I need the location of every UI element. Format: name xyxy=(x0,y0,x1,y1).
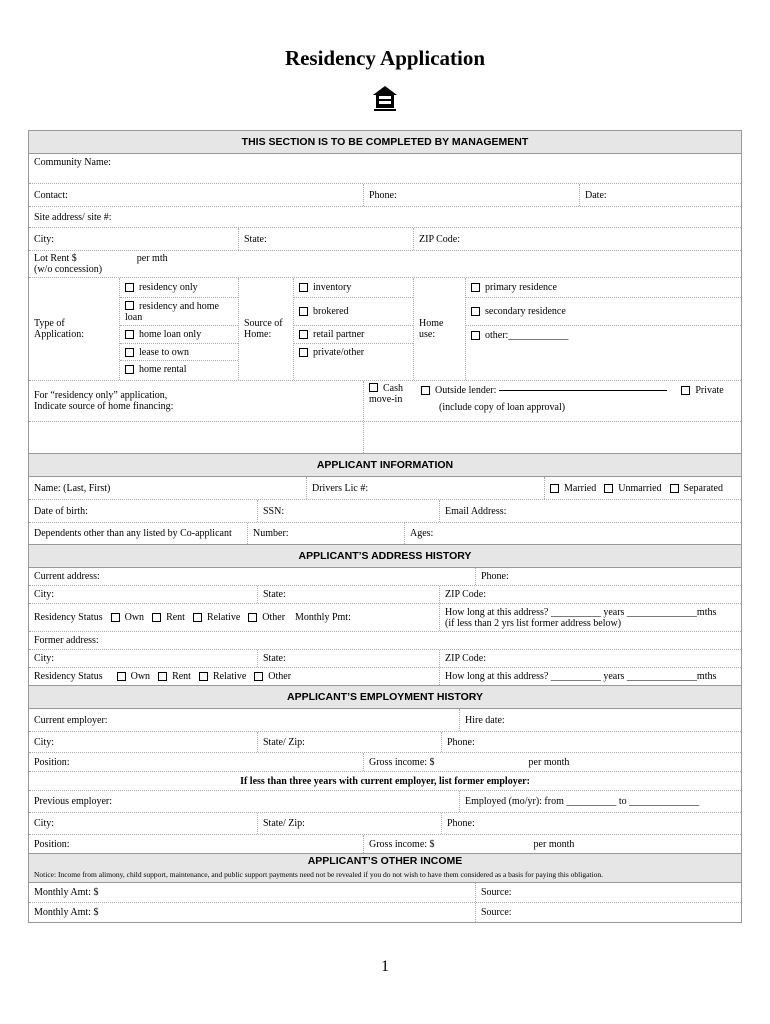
checkbox[interactable] xyxy=(550,484,559,493)
checkbox[interactable] xyxy=(471,331,480,340)
equal-housing-opportunity-icon xyxy=(371,84,399,112)
former-residency-status xyxy=(29,668,439,685)
own-option[interactable]: Own xyxy=(111,612,144,623)
current-city-row xyxy=(29,586,741,604)
type-residency-and-home[interactable]: residency and home loan xyxy=(120,298,238,326)
community-name-field[interactable]: Community Name: xyxy=(34,157,111,168)
other-option[interactable]: Other xyxy=(248,612,285,623)
cash-move-in-option[interactable]: Cash move-in xyxy=(363,381,421,421)
lot-rent-label: Lot Rent $ xyxy=(34,253,77,264)
checkbox[interactable] xyxy=(125,301,134,310)
source-retail-partner[interactable]: retail partner xyxy=(294,326,413,344)
prev-employer-phone-field[interactable]: Phone: xyxy=(441,813,741,834)
checkbox[interactable] xyxy=(670,484,679,493)
income-source-field-2[interactable]: Source: xyxy=(475,903,741,922)
source-private-other[interactable]: private/other xyxy=(294,344,413,361)
source-options xyxy=(293,278,413,380)
mgmt-date-field[interactable]: Date: xyxy=(579,184,741,206)
employed-dates-field[interactable]: Employed (mo/yr): from __________ to ______________ xyxy=(459,791,741,812)
current-phone-field[interactable]: Phone: xyxy=(475,568,741,585)
checkbox[interactable] xyxy=(248,613,257,622)
other-income-notice: Notice: Income from alimony, child support, maintenance, and public support payments need not be revealed if you do not wish to have them considered as a basis for paying this obligation. xyxy=(34,870,603,879)
checkbox[interactable] xyxy=(299,348,308,357)
site-address-field[interactable]: Site address/ site #: xyxy=(34,211,112,223)
former-address-field[interactable]: Former address: xyxy=(34,635,99,646)
marital-status xyxy=(544,477,741,499)
checkbox[interactable] xyxy=(604,484,613,493)
hire-date-field[interactable]: Hire date: xyxy=(459,709,741,731)
former-how-long-field[interactable]: How long at this address? __________ years ______________mths xyxy=(439,668,741,685)
applicant-section xyxy=(28,453,742,544)
community-name-row xyxy=(29,154,741,184)
current-employer-field[interactable]: Current employer: xyxy=(34,714,108,726)
checkbox[interactable] xyxy=(193,613,202,622)
address-history-header: APPLICANT’S ADDRESS HISTORY xyxy=(29,545,741,568)
type-residency-only[interactable]: residency only xyxy=(120,278,238,298)
financing-row xyxy=(29,381,741,422)
home-use-label: Home use: xyxy=(413,278,465,380)
checkbox[interactable] xyxy=(125,365,134,374)
type-home-loan-only[interactable]: home loan only xyxy=(120,326,238,344)
prev-employer-state-zip-field[interactable]: State/ Zip: xyxy=(257,813,441,834)
former-zip-field[interactable]: ZIP Code: xyxy=(439,650,741,667)
checkbox[interactable] xyxy=(117,672,126,681)
current-address-row xyxy=(29,568,741,586)
former-address-row xyxy=(29,632,741,650)
checkbox[interactable] xyxy=(152,613,161,622)
application-type-row xyxy=(29,278,741,381)
other-income-section xyxy=(28,853,742,923)
previous-employer-field[interactable]: Previous employer: xyxy=(34,796,113,807)
current-residency-status xyxy=(29,604,286,631)
loan-approval-note: (include copy of loan approval) xyxy=(439,402,566,413)
home-use-primary[interactable]: primary residence xyxy=(466,278,741,298)
lot-rent-row xyxy=(29,251,741,278)
dependents-ages-field[interactable]: Ages: xyxy=(404,523,741,544)
home-use-options xyxy=(465,278,741,380)
current-zip-field[interactable]: ZIP Code: xyxy=(439,586,741,603)
outside-lender-line[interactable] xyxy=(499,390,667,391)
home-use-other[interactable]: other:____________ xyxy=(466,326,741,344)
checkbox[interactable] xyxy=(299,330,308,339)
married-option[interactable]: Married xyxy=(550,483,596,494)
relative-option[interactable]: Relative xyxy=(193,612,240,623)
home-use-secondary[interactable]: secondary residence xyxy=(466,298,741,326)
financing-blank-row xyxy=(29,422,741,453)
employment-section xyxy=(28,685,742,853)
applicant-header: APPLICANT INFORMATION xyxy=(29,454,741,477)
employer-city-field[interactable]: City: xyxy=(34,736,55,748)
type-options xyxy=(119,278,238,380)
own-option[interactable]: Own xyxy=(117,671,150,682)
gross-income-field[interactable]: Gross income: $ per month xyxy=(363,753,741,771)
checkbox[interactable] xyxy=(421,386,430,395)
page-title: Residency Application xyxy=(284,46,486,70)
application-form xyxy=(28,130,742,923)
former-status-row xyxy=(29,668,741,685)
source-label: Source of Home: xyxy=(238,278,293,380)
checkbox[interactable] xyxy=(125,330,134,339)
applicant-name-field[interactable]: Name: (Last, First) xyxy=(34,482,111,494)
former-employer-note: If less than three years with current employer, list former employer: xyxy=(240,775,530,787)
management-header: THIS SECTION IS TO BE COMPLETED BY MANAGEMENT xyxy=(29,131,741,154)
dependents-number-field[interactable]: Number: xyxy=(247,523,404,544)
dob-field[interactable]: Date of birth: xyxy=(34,505,88,517)
other-income-header: APPLICANT’S OTHER INCOME xyxy=(307,855,463,867)
dob-row xyxy=(29,500,741,523)
lot-rent-per: per mth xyxy=(136,253,168,264)
income-source-field-1[interactable]: Source: xyxy=(475,883,741,902)
applicant-name-row xyxy=(29,477,741,500)
current-address-field[interactable]: Current address: xyxy=(34,571,100,582)
checkbox[interactable] xyxy=(299,283,308,292)
prev-position-field[interactable]: Position: xyxy=(34,838,70,850)
source-brokered[interactable]: brokered xyxy=(294,298,413,326)
former-state-field[interactable]: State: xyxy=(257,650,439,667)
lot-rent-field[interactable] xyxy=(29,251,741,277)
former-city-row xyxy=(29,650,741,668)
type-lease-to-own[interactable]: lease to own xyxy=(120,344,238,361)
email-field[interactable]: Email Address: xyxy=(439,500,741,522)
type-home-rental[interactable]: home rental xyxy=(120,361,238,378)
management-section xyxy=(28,130,742,453)
dependents-label: Dependents other than any listed by Co-applicant xyxy=(34,528,232,539)
separated-option[interactable]: Separated xyxy=(670,483,723,494)
mgmt-state-field[interactable]: State: xyxy=(238,228,413,250)
address-history-section xyxy=(28,544,742,685)
rent-option[interactable]: Rent xyxy=(158,671,191,682)
employment-header: APPLICANT’S EMPLOYMENT HISTORY xyxy=(29,686,741,709)
former-city-field[interactable]: City: xyxy=(34,653,55,664)
position-row xyxy=(29,753,741,772)
checkbox[interactable] xyxy=(125,283,134,292)
employer-city-row xyxy=(29,732,741,753)
type-label: Type of Application: xyxy=(34,318,84,340)
drivers-lic-field[interactable]: Drivers Lic #: xyxy=(306,477,544,499)
checkbox[interactable] xyxy=(299,307,308,316)
financing-label: For “residency only” application, Indicate source of home financing: xyxy=(34,390,174,412)
outside-lender-label: Outside lender: xyxy=(435,384,497,396)
other-income-row-2 xyxy=(29,903,741,922)
checkbox[interactable] xyxy=(199,672,208,681)
private-option[interactable]: Private xyxy=(681,385,723,396)
mgmt-city-field[interactable]: City: xyxy=(34,233,55,245)
dependents-row xyxy=(29,523,741,544)
prev-employer-city-field[interactable]: City: xyxy=(34,818,55,829)
prev-gross-income-field[interactable]: Gross income: $ per month xyxy=(363,835,741,853)
prev-position-row xyxy=(29,835,741,853)
mgmt-city-row xyxy=(29,228,741,251)
former-employer-note-row xyxy=(29,772,741,791)
lot-rent-note: (w/o concession) xyxy=(34,264,103,275)
mgmt-zip-field[interactable]: ZIP Code: xyxy=(413,228,741,250)
contact-field[interactable]: Contact: xyxy=(34,189,68,201)
mgmt-phone-field[interactable]: Phone: xyxy=(363,184,579,206)
position-field[interactable]: Position: xyxy=(34,756,70,768)
checkbox[interactable] xyxy=(125,348,134,357)
current-city-field[interactable]: City: xyxy=(34,589,55,600)
financing-blank-left[interactable] xyxy=(29,422,363,453)
monthly-amt-field-2[interactable]: Monthly Amt: $ xyxy=(34,907,99,918)
unmarried-option[interactable]: Unmarried xyxy=(604,483,661,494)
current-status-row xyxy=(29,604,741,632)
monthly-pmt-field[interactable]: Monthly Pmt: xyxy=(295,612,351,623)
checkbox[interactable] xyxy=(681,386,690,395)
prev-employer-city-row xyxy=(29,813,741,835)
checkbox[interactable] xyxy=(471,307,480,316)
checkbox[interactable] xyxy=(111,613,120,622)
current-employer-row xyxy=(29,709,741,732)
residency-status-label: Residency Status xyxy=(34,612,103,623)
monthly-amt-field-1[interactable]: Monthly Amt: $ xyxy=(34,887,99,898)
ssn-field[interactable]: SSN: xyxy=(257,500,439,522)
rent-option[interactable]: Rent xyxy=(152,612,185,623)
residency-status-label: Residency Status xyxy=(34,671,103,682)
source-inventory[interactable]: inventory xyxy=(294,278,413,298)
contact-row xyxy=(29,184,741,207)
checkbox[interactable] xyxy=(369,383,378,392)
employer-phone-field[interactable]: Phone: xyxy=(441,732,741,752)
relative-option[interactable]: Relative xyxy=(199,671,246,682)
lender-options xyxy=(421,381,741,421)
checkbox[interactable] xyxy=(471,283,480,292)
checkbox[interactable] xyxy=(158,672,167,681)
checkbox[interactable] xyxy=(254,672,263,681)
site-address-row xyxy=(29,207,741,228)
employer-state-zip-field[interactable]: State/ Zip: xyxy=(257,732,441,752)
other-option[interactable]: Other xyxy=(254,671,291,682)
other-income-header-block xyxy=(29,854,741,883)
page-number: 1 xyxy=(381,958,389,975)
current-state-field[interactable]: State: xyxy=(257,586,439,603)
previous-employer-row xyxy=(29,791,741,813)
current-how-long-field[interactable]: How long at this address? __________ years ______________mths (if less than 2 yrs list former address below) xyxy=(439,604,741,631)
other-income-row-1 xyxy=(29,883,741,903)
financing-blank-right[interactable] xyxy=(363,422,741,453)
